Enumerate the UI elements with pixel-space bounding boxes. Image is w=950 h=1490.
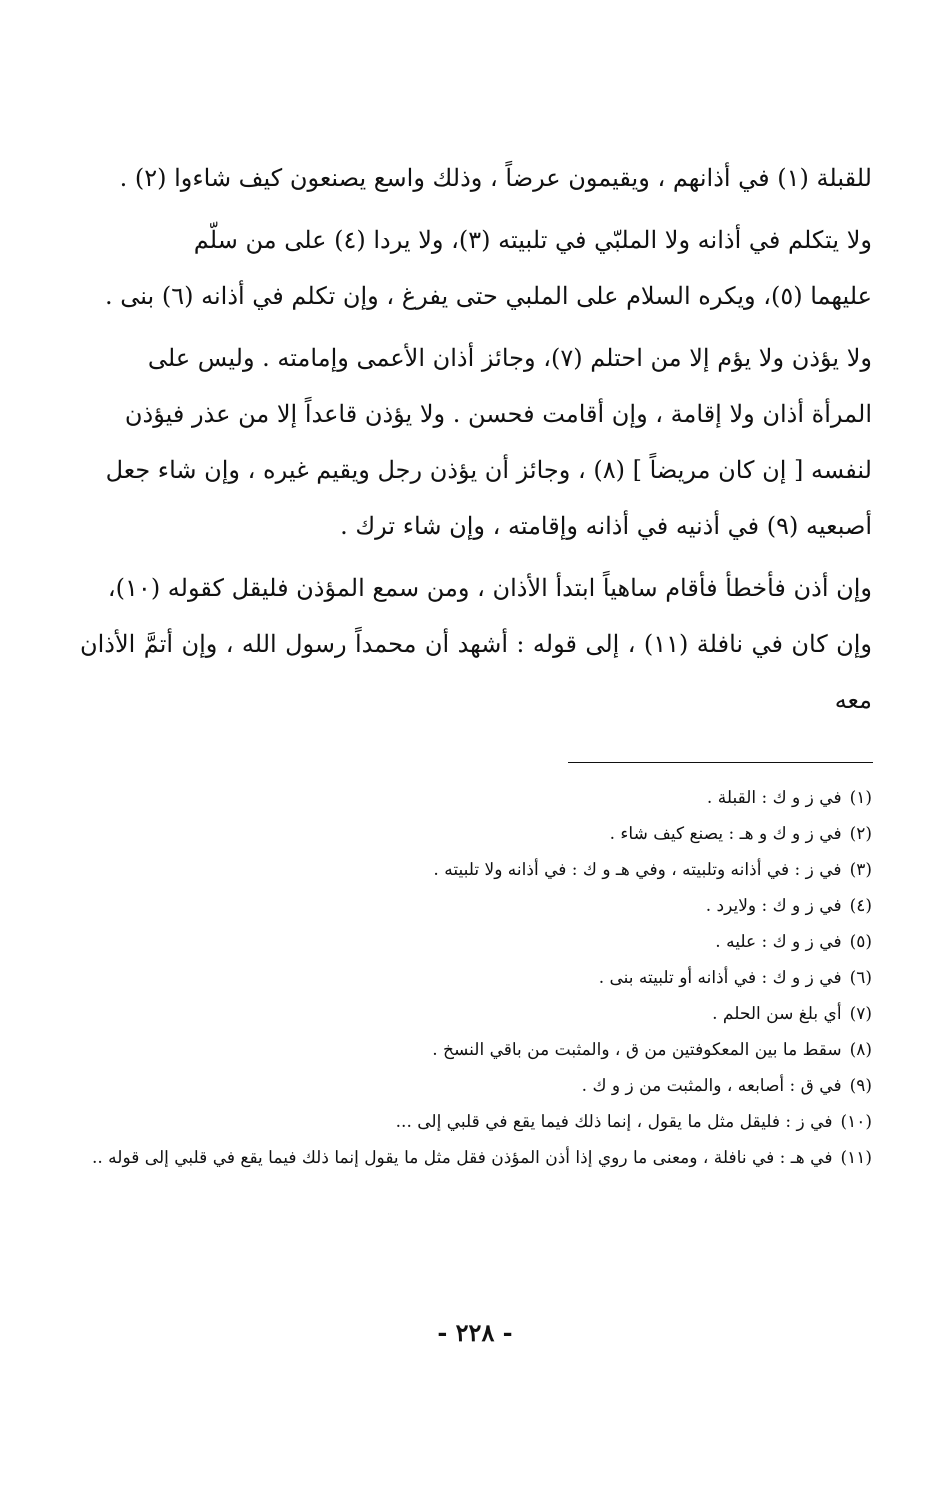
footnote-text: سقط ما بين المعكوفتين من ق ، والمثبت من باقي النسخ . [432, 1040, 842, 1060]
footnote-number: (٦) [849, 968, 872, 988]
footnote-text: في ز : في أذانه وتلبيته ، وفي هـ و ك : في أذانه ولا تلبيته . [433, 860, 842, 880]
text-line: أصبعيه (٩) في أذنيه في أذانه وإقامته ، وإن شاء ترك . [340, 512, 872, 540]
text-line: عليهما (٥)، ويكره السلام على الملبي حتى يفرغ ، وإن تكلم في أذانه (٦) بنى . [105, 282, 872, 310]
footnote-number: (٣) [849, 860, 872, 880]
footnotes [80, 780, 872, 1176]
paragraph-1 [80, 150, 872, 206]
text-line: المرأة أذان ولا إقامة ، وإن أقامت فحسن . ولا يؤذن قاعداً إلا من عذر فيؤذن [124, 400, 872, 428]
footnote-text: في ز و ك و هـ : يصنع كيف شاء . [609, 824, 842, 844]
text-line: وإن كان في نافلة (١١) ، إلى قوله : أشهد أن محمداً رسول الله ، وإن أتمَّ الأذان معه [80, 630, 872, 714]
footnote-number: (١) [849, 788, 872, 808]
footnote-text: في ز و ك : عليه . [715, 932, 842, 952]
footnote-number: (٢) [849, 824, 872, 844]
footnote-9 [80, 1068, 872, 1104]
footnote-number: (٨) [849, 1040, 872, 1060]
footnote-1 [80, 780, 872, 816]
page-number: - ٢٢٨ - [437, 1318, 513, 1347]
footnote-10 [80, 1104, 872, 1140]
footnote-6 [80, 960, 872, 996]
paragraph-4 [80, 560, 872, 728]
text-line: للقبلة (١) في أذانهم ، ويقيمون عرضاً ، وذلك واسع يصنعون كيف شاءوا (٢) . [119, 164, 872, 192]
footnote-number: (١٠) [840, 1112, 872, 1132]
text-line: ولا يتكلم في أذانه ولا الملبّي في تلبيته (٣)، ولا يردا (٤) على من سلّم [193, 226, 872, 254]
text-line: وإن أذن فأخطأ فأقام ساهياً ابتدأ الأذان ، ومن سمع المؤذن فليقل كقوله (١٠)، [107, 574, 872, 602]
footnote-text: أي بلغ سن الحلم . [712, 1004, 842, 1024]
main-text [80, 150, 872, 734]
footnote-4 [80, 888, 872, 924]
footnote-text: في ز و ك : القبلة . [706, 788, 842, 808]
footnote-3 [80, 852, 872, 888]
footnote-number: (١١) [840, 1148, 872, 1168]
footnote-number: (٤) [849, 896, 872, 916]
footnote-number: (٧) [849, 1004, 872, 1024]
footnote-8 [80, 1032, 872, 1068]
text-line: ولا يؤذن ولا يؤم إلا من احتلم (٧)، وجائز أذان الأعمى وإمامته . وليس على [147, 344, 872, 372]
footnote-text: في ز و ك : في أذانه أو تلبيته بنى . [598, 968, 842, 988]
footnote-number: (٩) [849, 1076, 872, 1096]
paragraph-3 [80, 330, 872, 554]
footnote-text: في ز و ك : ولايرد . [705, 896, 842, 916]
footnote-5 [80, 924, 872, 960]
footnote-text: في هـ : في نافلة ، ومعنى ما روي إذا أذن المؤذن فقل مثل ما يقول إنما ذلك فيما يقع في قلبي إلى قوله .. [91, 1148, 833, 1168]
footnote-divider [568, 762, 873, 763]
footnote-11 [80, 1140, 872, 1176]
footnote-2 [80, 816, 872, 852]
footnote-7 [80, 996, 872, 1032]
footnote-text: في ق : أصابعه ، والمثبت من ز و ك . [581, 1076, 842, 1096]
paragraph-2 [80, 212, 872, 324]
footnote-number: (٥) [849, 932, 872, 952]
footnote-text: في ز : فليقل مثل ما يقول ، إنما ذلك فيما يقع في قلبي إلى ... [395, 1112, 833, 1132]
text-line: لنفسه [ إن كان مريضاً ] (٨) ، وجائز أن يؤذن رجل ويقيم غيره ، وإن شاء جعل [105, 456, 872, 484]
